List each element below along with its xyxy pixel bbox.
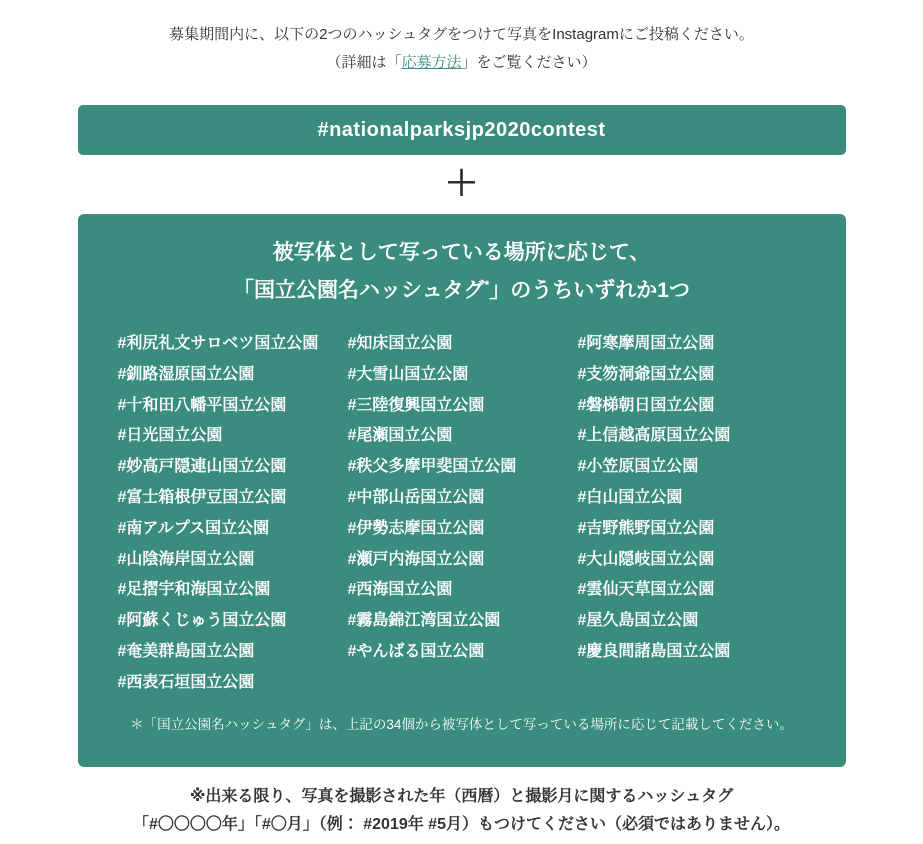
contest-hashtag-banner (78, 105, 846, 155)
park-hashtag-item: #三陸復興国立公園 (347, 396, 485, 414)
park-hashtag-item: #阿寒摩周国立公園 (577, 335, 715, 352)
plus-icon: ＋ (444, 165, 479, 203)
park-hashtag-item: #支笏洞爺国立公園 (577, 365, 715, 383)
park-hashtag-item: #富士箱根伊豆国立公園 (117, 488, 287, 506)
park-hashtag-item: #南アルプス国立公園 (117, 519, 270, 537)
park-hashtag-item: #秩父多摩甲斐国立公園 (347, 458, 517, 476)
park-hashtag-item: #知床国立公園 (347, 335, 453, 352)
park-hashtag-box (78, 214, 846, 767)
date-hashtag-note-line-2: 「#〇〇〇〇年」「#〇月」（例： #2019年 #5月）もつけてください（必須ではありません）。 (133, 816, 790, 833)
park-hashtag-item: #慶良間諸島国立公園 (577, 642, 731, 660)
park-hashtag-item: #利尻礼文サロベツ国立公園 (117, 335, 319, 352)
park-hashtag-item: #白山国立公園 (577, 488, 683, 506)
park-hashtag-item: #尾瀬国立公園 (347, 427, 453, 445)
park-hashtag-column-3 (578, 329, 806, 699)
park-hashtag-item: #雲仙天草国立公園 (577, 581, 715, 599)
park-hashtag-item: #釧路湿原国立公園 (117, 365, 255, 383)
park-hashtag-item: #大山隠岐国立公園 (577, 550, 715, 568)
park-hashtag-item: #阿蘇くじゅう国立公園 (117, 612, 287, 630)
heading-line-2-prefix: 「国立公園名ハッシュタグ (233, 279, 485, 302)
park-hashtag-item: #磐梯朝日国立公園 (577, 396, 715, 414)
park-hashtag-list (118, 329, 806, 699)
apply-method-link[interactable]: 応募方法 (401, 54, 462, 71)
park-hashtag-item: #中部山岳国立公園 (347, 488, 485, 506)
intro-line-1: 募集期間内に、以下の2つのハッシュタグをつけて写真をInstagramにご投稿ください。 (169, 26, 754, 43)
contest-hashtag-label: #nationalparksjp2020contest (317, 118, 606, 141)
park-hashtag-item: #奄美群島国立公園 (117, 642, 255, 660)
park-hashtag-item: #小笠原国立公園 (577, 458, 699, 476)
park-hashtag-heading-line-1: 被写体として写っている場所に応じて、 (272, 241, 651, 264)
park-hashtag-item: #霧島錦江湾国立公園 (347, 612, 501, 630)
park-hashtag-column-2 (348, 329, 578, 699)
date-hashtag-note (0, 783, 923, 839)
intro-line-2 (0, 49, 923, 77)
park-hashtag-footnote: ＊「国立公園名ハッシュタグ」は、上記の34個から被写体として写っている場所に応じて記載してください。 (130, 716, 793, 732)
park-hashtag-item: #十和田八幡平国立公園 (117, 396, 287, 414)
park-hashtag-column-1 (118, 329, 348, 699)
park-hashtag-item: #大雪山国立公園 (347, 365, 469, 383)
park-hashtag-item: #西海国立公園 (347, 581, 453, 599)
park-hashtag-item: #瀬戸内海国立公園 (347, 550, 485, 568)
park-hashtag-item: #妙高戸隠連山国立公園 (117, 458, 287, 476)
park-hashtag-item: #山陰海岸国立公園 (117, 550, 255, 568)
park-hashtag-heading (118, 236, 806, 307)
intro-text (0, 0, 923, 77)
date-hashtag-note-line-1: ※出来る限り、写真を撮影された年（西暦）と撮影月に関するハッシュタグ (189, 788, 734, 805)
park-hashtag-heading-line-2 (118, 269, 806, 307)
park-hashtag-item: #伊勢志摩国立公園 (347, 519, 485, 537)
park-hashtag-item: #吉野熊野国立公園 (577, 519, 715, 537)
intro-line-2-prefix: （詳細は「 (326, 54, 402, 71)
park-hashtag-item: #西表石垣国立公園 (117, 673, 255, 691)
park-hashtag-item: #日光国立公園 (117, 427, 223, 445)
park-hashtag-item: #やんばる国立公園 (347, 642, 485, 660)
heading-line-2-suffix: 」のうちいずれか1つ (489, 279, 690, 302)
park-hashtag-item: #屋久島国立公園 (577, 612, 699, 630)
intro-line-2-suffix: 」をご覧ください） (461, 54, 597, 71)
heading-asterisk: * (484, 278, 490, 292)
park-hashtag-item: #上信越高原国立公園 (577, 427, 731, 445)
park-hashtag-item: #足摺宇和海国立公園 (117, 581, 271, 599)
